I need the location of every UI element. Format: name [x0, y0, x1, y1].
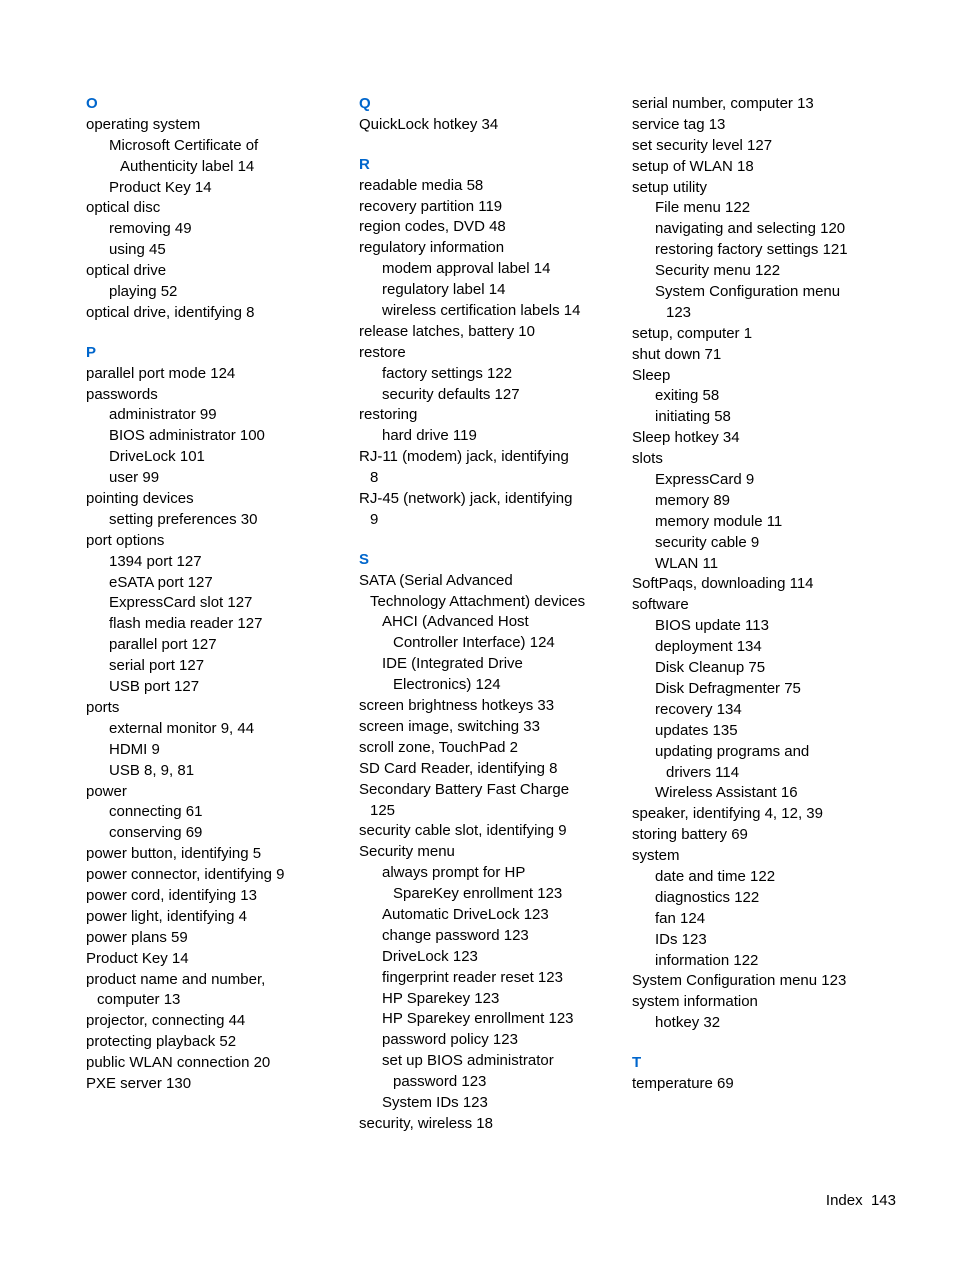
- index-entry: DriveLock 123: [382, 947, 478, 965]
- index-entry: hotkey 32: [655, 1014, 721, 1032]
- index-entry: Security menu: [359, 843, 455, 861]
- index-entry: fan 124: [655, 909, 706, 927]
- index-entry: parallel port mode 124: [86, 364, 236, 382]
- index-entry: playing 52: [109, 283, 178, 301]
- index-entry: SD Card Reader, identifying 8: [359, 759, 558, 777]
- index-entry: restoring factory settings 121: [655, 241, 848, 259]
- index-entry: DriveLock 101: [109, 448, 205, 466]
- index-entry: System Configuration menu: [655, 283, 841, 301]
- index-entry: region codes, DVD 48: [359, 218, 506, 236]
- section-spacer: [359, 531, 627, 550]
- index-entry: parallel port 127: [109, 636, 217, 654]
- index-entry: protecting playback 52: [86, 1033, 237, 1051]
- index-entry: operating system: [86, 115, 201, 133]
- index-entry: exiting 58: [655, 387, 720, 405]
- index-entry: ExpressCard slot 127: [109, 594, 253, 612]
- index-entry: eSATA port 127: [109, 573, 213, 591]
- section-spacer: [632, 1034, 900, 1053]
- index-entry: power light, identifying 4: [86, 907, 247, 925]
- index-entry: Product Key 14: [109, 178, 212, 196]
- index-entry: RJ-11 (modem) jack, identifying: [359, 448, 569, 466]
- index-entry: IDs 123: [655, 930, 707, 948]
- index-entry: slots: [632, 450, 663, 468]
- index-entry: setup utility: [632, 178, 708, 196]
- section-letter-heading: Q: [359, 95, 371, 112]
- index-entry: Disk Defragmenter 75: [655, 679, 801, 697]
- index-entry: regulatory label 14: [382, 281, 506, 299]
- index-entry: recovery 134: [655, 700, 742, 718]
- index-entry: connecting 61: [109, 803, 203, 821]
- index-entry: Automatic DriveLock 123: [382, 905, 549, 923]
- index-entry: Security menu 122: [655, 262, 781, 280]
- index-entry: power connector, identifying 9: [86, 866, 285, 884]
- index-entry: recovery partition 119: [359, 197, 503, 215]
- index-entry: ExpressCard 9: [655, 471, 755, 489]
- section-spacer: [86, 324, 354, 343]
- index-entry: System Configuration menu 123: [632, 972, 847, 990]
- index-entry: BIOS update 113: [655, 617, 769, 635]
- index-entry: AHCI (Advanced Host: [382, 613, 529, 631]
- index-entry: Technology Attachment) devices: [370, 592, 586, 610]
- index-entry: storing battery 69: [632, 826, 748, 844]
- page-footer: [826, 1191, 896, 1211]
- index-entry: Sleep: [632, 366, 671, 384]
- index-entry: Wireless Assistant 16: [655, 784, 798, 802]
- index-entry: 9: [370, 510, 379, 528]
- index-entry: QuickLock hotkey 34: [359, 115, 499, 133]
- index-entry: computer 13: [97, 991, 181, 1009]
- index-entry: temperature 69: [632, 1074, 734, 1092]
- index-entry: Controller Interface) 124: [393, 634, 555, 652]
- index-entry: optical disc: [86, 199, 161, 217]
- index-entry: setup, computer 1: [632, 324, 753, 342]
- index-entry: PXE server 130: [86, 1074, 192, 1092]
- index-entry: updates 135: [655, 721, 738, 739]
- index-entry: system information: [632, 993, 758, 1011]
- index-entry: setup of WLAN 18: [632, 157, 754, 175]
- page-number: 143: [870, 1192, 896, 1209]
- index-entry: updating programs and: [655, 742, 810, 760]
- index-entry: SATA (Serial Advanced: [359, 571, 513, 589]
- index-entry: software: [632, 596, 689, 614]
- index-entry: administrator 99: [109, 406, 217, 424]
- index-entry: user 99: [109, 469, 160, 487]
- index-entry: USB 8, 9, 81: [109, 761, 195, 779]
- index-entry: Product Key 14: [86, 949, 189, 967]
- section-letter-heading: S: [359, 550, 370, 568]
- index-entry: service tag 13: [632, 115, 726, 133]
- index-entry: security cable 9: [655, 533, 760, 551]
- index-entry: flash media reader 127: [109, 615, 263, 633]
- index-entry: security, wireless 18: [359, 1114, 493, 1132]
- index-entry: product name and number,: [86, 970, 266, 988]
- index-entry: always prompt for HP: [382, 864, 526, 882]
- index-entry: memory module 11: [655, 512, 783, 530]
- section-letter-heading: P: [86, 343, 97, 361]
- section-spacer: [359, 136, 627, 155]
- index-entry: navigating and selecting 120: [655, 220, 846, 238]
- index-entry: shut down 71: [632, 345, 722, 363]
- index-entry: setting preferences 30: [109, 510, 258, 528]
- index-entry: SpareKey enrollment 123: [393, 885, 563, 903]
- section-letter-heading: R: [359, 155, 370, 173]
- index-entry: removing 49: [109, 220, 192, 238]
- index-entry: scroll zone, TouchPad 2: [359, 738, 518, 756]
- index-entry: 8: [370, 469, 379, 487]
- index-entry: drivers 114: [666, 763, 740, 781]
- section-letter-heading: T: [632, 1054, 642, 1072]
- index-entry: using 45: [109, 241, 166, 259]
- index-entry: release latches, battery 10: [359, 322, 535, 340]
- index-entry: speaker, identifying 4, 12, 39: [632, 805, 823, 823]
- index-entry: power cord, identifying 13: [86, 886, 257, 904]
- index-entry: Disk Cleanup 75: [655, 659, 766, 677]
- footer-label: Index: [825, 1192, 863, 1209]
- index-entry: WLAN 11: [655, 554, 719, 572]
- index-entry: port options: [86, 531, 165, 549]
- index-entry: HP Sparekey enrollment 123: [382, 1010, 574, 1028]
- index-entry: ports: [86, 698, 120, 716]
- index-entry: Secondary Battery Fast Charge: [359, 780, 570, 798]
- section-letter-heading: O: [86, 95, 98, 112]
- index-entry: hard drive 119: [382, 427, 477, 445]
- index-entry: screen brightness hotkeys 33: [359, 697, 555, 715]
- index-entry: serial port 127: [109, 657, 205, 675]
- index-entry: power: [86, 782, 127, 800]
- index-entry: diagnostics 122: [655, 888, 760, 906]
- index-entry: Electronics) 124: [393, 676, 501, 694]
- index-entry: public WLAN connection 20: [86, 1054, 271, 1072]
- index-entry: readable media 58: [359, 176, 484, 194]
- index-entry: System IDs 123: [382, 1093, 488, 1111]
- index-entry: projector, connecting 44: [86, 1012, 246, 1030]
- index-entry: fingerprint reader reset 123: [382, 968, 563, 986]
- index-entry: date and time 122: [655, 867, 776, 885]
- index-column-1: [86, 94, 354, 1095]
- index-entry: 1394 port 127: [109, 552, 202, 570]
- index-entry: initiating 58: [655, 408, 731, 426]
- index-entry: File menu 122: [655, 199, 751, 217]
- index-entry: password 123: [393, 1073, 487, 1091]
- index-entry: wireless certification labels 14: [382, 302, 581, 320]
- index-entry: memory 89: [655, 491, 731, 509]
- index-entry: conserving 69: [109, 824, 203, 842]
- index-entry: IDE (Integrated Drive: [382, 655, 523, 673]
- index-entry: deployment 134: [655, 638, 762, 656]
- index-entry: security defaults 127: [382, 385, 520, 403]
- index-entry: Authenticity label 14: [120, 157, 255, 175]
- index-entry: serial number, computer 13: [632, 95, 814, 112]
- index-entry: restoring: [359, 406, 418, 424]
- index-entry: set security level 127: [632, 136, 773, 154]
- index-entry: optical drive, identifying 8: [86, 303, 255, 321]
- index-entry: change password 123: [382, 926, 529, 944]
- index-entry: passwords: [86, 385, 158, 403]
- index-entry: system: [632, 847, 680, 865]
- index-entry: RJ-45 (network) jack, identifying: [359, 490, 573, 508]
- index-entry: security cable slot, identifying 9: [359, 822, 567, 840]
- index-entry: pointing devices: [86, 490, 194, 508]
- index-entry: power button, identifying 5: [86, 845, 262, 863]
- index-entry: Sleep hotkey 34: [632, 429, 740, 447]
- index-entry: factory settings 122: [382, 364, 513, 382]
- index-column-2: [359, 94, 627, 1135]
- index-entry: password policy 123: [382, 1031, 518, 1049]
- index-entry: information 122: [655, 951, 759, 969]
- index-entry: 123: [666, 303, 692, 321]
- index-entry: modem approval label 14: [382, 260, 551, 278]
- index-entry: set up BIOS administrator: [382, 1052, 554, 1070]
- index-entry: USB port 127: [109, 678, 200, 696]
- index-entry: Microsoft Certificate of: [109, 136, 259, 154]
- index-entry: power plans 59: [86, 928, 188, 946]
- index-entry: SoftPaqs, downloading 114: [632, 575, 814, 593]
- index-entry: BIOS administrator 100: [109, 427, 265, 445]
- index-entry: optical drive: [86, 262, 167, 280]
- index-entry: HP Sparekey 123: [382, 989, 500, 1007]
- index-entry: regulatory information: [359, 239, 505, 257]
- index-entry: 125: [370, 801, 396, 819]
- index-column-3: [632, 94, 900, 1095]
- index-entry: screen image, switching 33: [359, 717, 540, 735]
- index-entry: restore: [359, 343, 406, 361]
- index-entry: external monitor 9, 44: [109, 719, 255, 737]
- index-entry: HDMI 9: [109, 740, 160, 758]
